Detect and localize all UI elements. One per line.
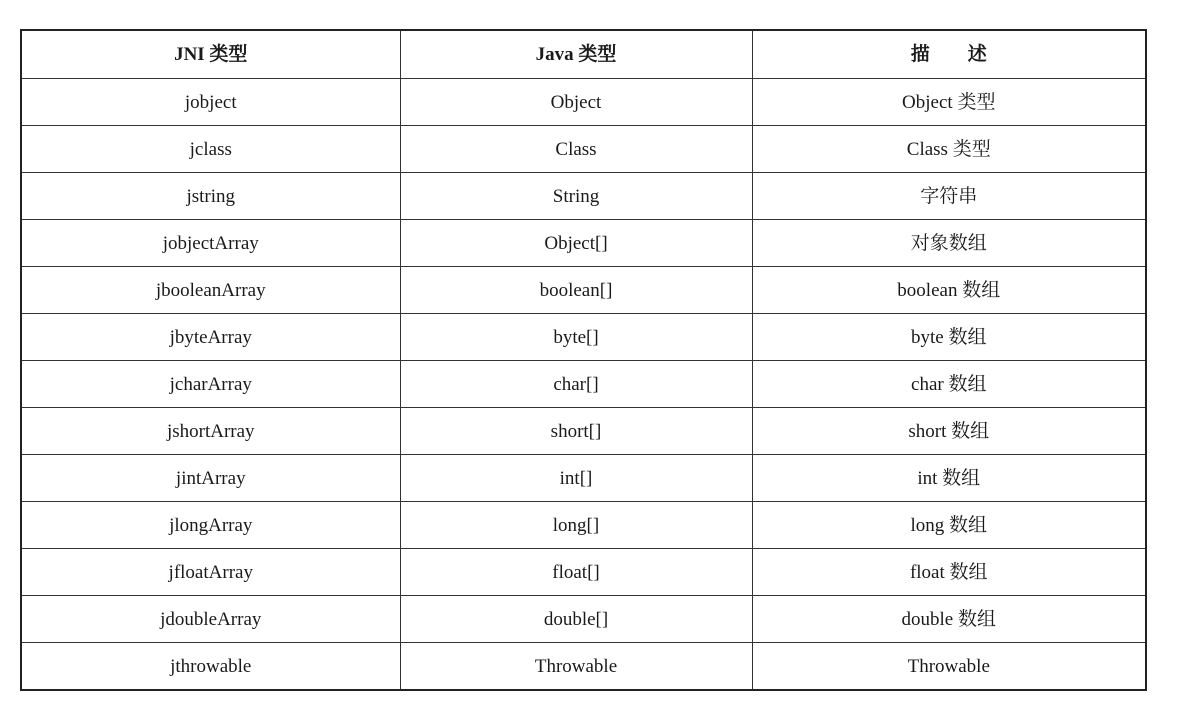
cell-description: long 数组 — [752, 502, 1146, 549]
cell-java-type: int[] — [400, 455, 752, 502]
cell-java-type: char[] — [400, 361, 752, 408]
table-row — [21, 173, 1146, 220]
cell-jni-type: jshortArray — [21, 408, 400, 455]
cell-description: 字符串 — [752, 173, 1146, 220]
cell-java-type: short[] — [400, 408, 752, 455]
table-row — [21, 220, 1146, 267]
cell-java-type: Throwable — [400, 643, 752, 691]
table-row — [21, 596, 1146, 643]
table-row — [21, 455, 1146, 502]
cell-java-type: float[] — [400, 549, 752, 596]
cell-jni-type: jfloatArray — [21, 549, 400, 596]
cell-java-type: long[] — [400, 502, 752, 549]
cell-description: float 数组 — [752, 549, 1146, 596]
header-jni-type: JNI 类型 — [21, 30, 400, 79]
cell-description: Object 类型 — [752, 79, 1146, 126]
table-row — [21, 79, 1146, 126]
table-row — [21, 549, 1146, 596]
cell-java-type: double[] — [400, 596, 752, 643]
cell-description: Throwable — [752, 643, 1146, 691]
cell-description: byte 数组 — [752, 314, 1146, 361]
cell-jni-type: jstring — [21, 173, 400, 220]
cell-jni-type: jclass — [21, 126, 400, 173]
cell-java-type: Class — [400, 126, 752, 173]
cell-jni-type: jintArray — [21, 455, 400, 502]
header-java-type: Java 类型 — [400, 30, 752, 79]
cell-java-type: String — [400, 173, 752, 220]
header-row — [21, 30, 1146, 79]
cell-jni-type: jobjectArray — [21, 220, 400, 267]
table-body — [21, 79, 1146, 691]
cell-jni-type: jobject — [21, 79, 400, 126]
jni-type-table — [20, 29, 1147, 691]
cell-java-type: boolean[] — [400, 267, 752, 314]
table-row — [21, 408, 1146, 455]
cell-description: int 数组 — [752, 455, 1146, 502]
cell-description: double 数组 — [752, 596, 1146, 643]
cell-jni-type: jthrowable — [21, 643, 400, 691]
table-row — [21, 361, 1146, 408]
cell-jni-type: jcharArray — [21, 361, 400, 408]
cell-jni-type: jbyteArray — [21, 314, 400, 361]
cell-description: 对象数组 — [752, 220, 1146, 267]
cell-java-type: byte[] — [400, 314, 752, 361]
table-row — [21, 314, 1146, 361]
table-row — [21, 502, 1146, 549]
cell-description: boolean 数组 — [752, 267, 1146, 314]
cell-description: Class 类型 — [752, 126, 1146, 173]
cell-jni-type: jdoubleArray — [21, 596, 400, 643]
cell-jni-type: jbooleanArray — [21, 267, 400, 314]
cell-jni-type: jlongArray — [21, 502, 400, 549]
table-row — [21, 126, 1146, 173]
cell-java-type: Object — [400, 79, 752, 126]
table-row — [21, 267, 1146, 314]
cell-description: short 数组 — [752, 408, 1146, 455]
cell-java-type: Object[] — [400, 220, 752, 267]
table-header — [21, 30, 1146, 79]
table-row — [21, 643, 1146, 691]
cell-description: char 数组 — [752, 361, 1146, 408]
header-description: 描 述 — [752, 30, 1146, 79]
